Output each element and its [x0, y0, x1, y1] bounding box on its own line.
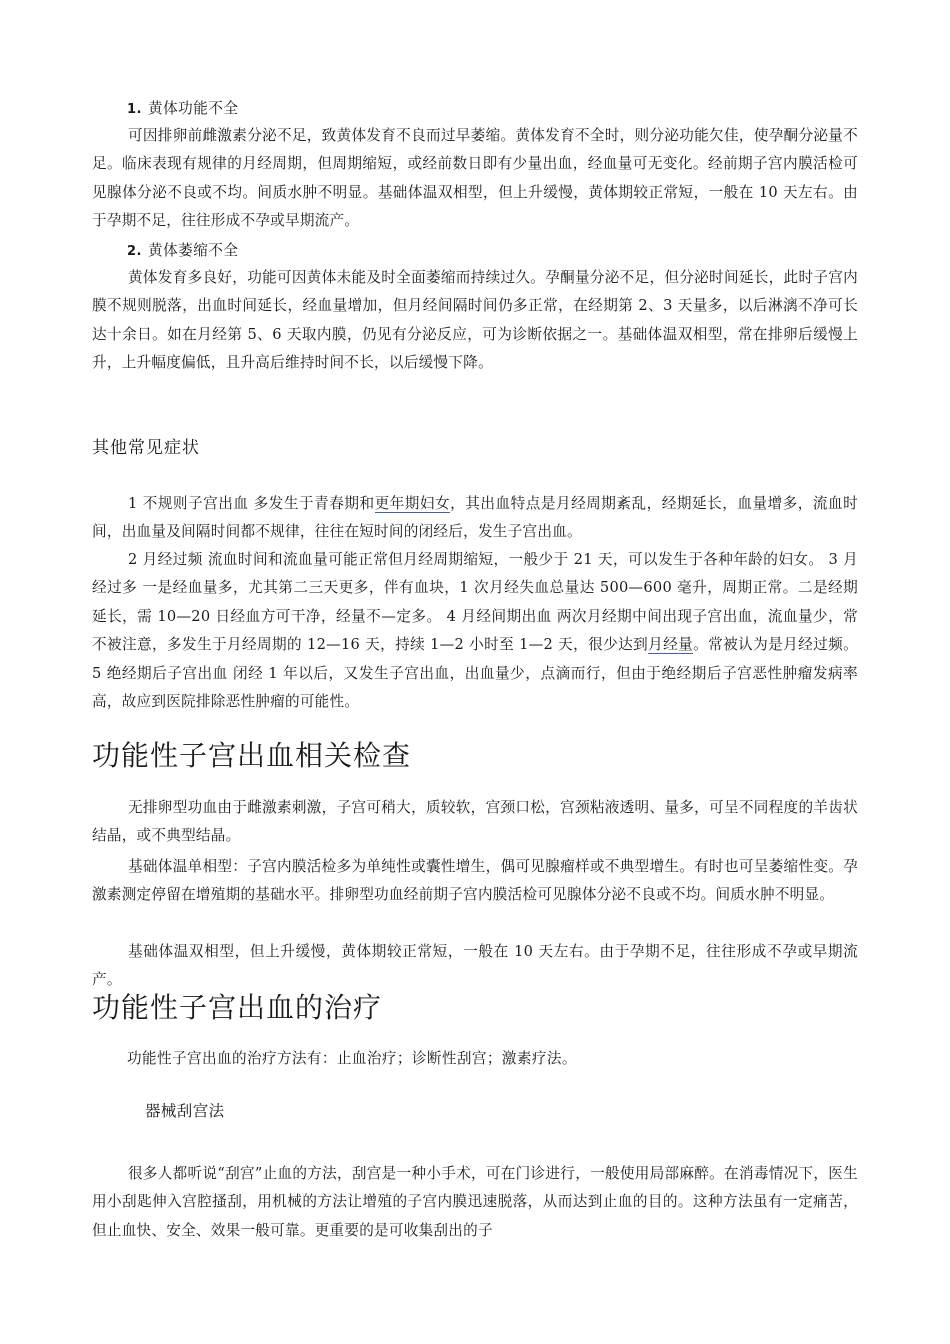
item-2-heading: [127, 240, 239, 263]
symptoms-p2-text-a: 2 月经过频 流血时间和流血量可能正常但月经周期缩短，一般少于 21 天，可以发生于各种年龄的妇女。 3 月经过多 一是经血量多，尤其第二三天更多，伴有血块，1 次月经失血总量达 500—600 毫升，周期正常。二是经期延长，需 10—20 日经血方可干净，经量不—定多。 4 月经间期出血 两次月经期中间出现子宫出血，流血量少，常不被注意，多发生于月经周期的 12—16 天，持续 1—2 小时至 1—2 天，很少达到: [92, 551, 858, 654]
item-1-number: 1.: [127, 102, 142, 117]
item-1-title: 黄体功能不全: [147, 100, 239, 117]
link-menstrual-volume[interactable]: 月经量: [648, 636, 694, 654]
exam-paragraph-1: 无排卵型功血由于雌激素刺激，子宫可稍大，质较软，宫颈口松，宫颈粘液透明、量多，可呈不同程度的羊齿状结晶，或不典型结晶。: [92, 799, 858, 845]
symptoms-p1-text-b: ，其出血特点是月经周期紊乱，经期延长，血量增多，流血时间，出血量及间隔时间都不规律，往往在短时间的闭经后，发生子宫出血。: [92, 495, 858, 541]
symptoms-paragraph-2: [92, 546, 858, 716]
section-title-treatment: 功能性子宫出血的治疗: [92, 991, 383, 1024]
item-2-title: 黄体萎缩不全: [147, 242, 239, 259]
section-title-examinations: 功能性子宫出血相关检查: [92, 739, 412, 772]
exam-paragraph-2: 基础体温单相型：子宫内膜活检多为单纯性或囊性增生，偶可见腺瘤样或不典型增生。有时也可呈萎缩性变。孕激素测定停留在增殖期的基础水平。排卵型功血经前期子宫内膜活检可见腺体分泌不良或不均。间质水肿不明显。: [92, 858, 858, 904]
subsection-curettage: 器械刮宫法: [145, 1102, 225, 1120]
symptoms-p2-text-b: 。常被认为是月经过频。 5 绝经期后子宫出血 闭经 1 年以后，又发生子宫出血，出血量少，点滴而行，但由于绝经期后子宫恶性肿瘤发病率高，故应到医院排除恶性肿瘤的可能性。: [92, 636, 858, 711]
item-1-heading: [127, 98, 239, 121]
item-2-paragraph: 黄体发育多良好，功能可因黄体未能及时全面萎缩而持续过久。孕酮量分泌不足，但分泌时间延长，此时子宫内膜不规则脱落，出血时间延长，经血量增加，但月经间隔时间仍多正常，在经期第 2、3 天量多，以后淋漓不净可长达十余日。如在月经第 5、6 天取内膜，仍见有分泌反应，可为诊断依据之一。基础体温双相型，常在排卵后缓慢上升，上升幅度偏低，且升高后维持时间不长，以后缓慢下降。: [92, 269, 858, 372]
curettage-paragraph: 很多人都听说“刮宫”止血的方法，刮宫是一种小手术，可在门诊进行，一般使用局部麻醉。在消毒情况下，医生用小刮匙伸入宫腔搔刮，用机械的方法让增殖的子宫内膜迅速脱落，从而达到止血的目的。这种方法虽有一定痛苦，但止血快、安全、效果一般可靠。更重要的是可收集刮出的子: [92, 1165, 858, 1239]
treatment-intro: 功能性子宫出血的治疗方法有：止血治疗；诊断性刮宫；激素疗法。: [127, 1050, 577, 1067]
section-title-symptoms: 其他常见症状: [92, 438, 200, 458]
symptoms-p1-text-a: 1 不规则子宫出血 多发生于青春期和: [128, 495, 375, 512]
exam-paragraph-3: 基础体温双相型，但上升缓慢，黄体期较正常短，一般在 10 天左右。由于孕期不足，往往形成不孕或早期流产。: [92, 943, 858, 989]
item-2-number: 2.: [127, 244, 142, 259]
item-1-paragraph: 可因排卵前雌激素分泌不足，致黄体发育不良而过早萎缩。黄体发育不全时，则分泌功能欠佳，使孕酮分泌量不足。临床表现有规律的月经周期，但周期缩短，或经前数日即有少量出血，经血量可无变化。经前期子宫内膜活检可见腺体分泌不良或不均。间质水肿不明显。基础体温双相型，但上升缓慢，黄体期较正常短，一般在 10 天左右。由于孕期不足，往往形成不孕或早期流产。: [92, 127, 858, 230]
link-menopause-women[interactable]: 更年期妇女: [374, 495, 451, 512]
symptoms-paragraph-1: [92, 490, 858, 547]
